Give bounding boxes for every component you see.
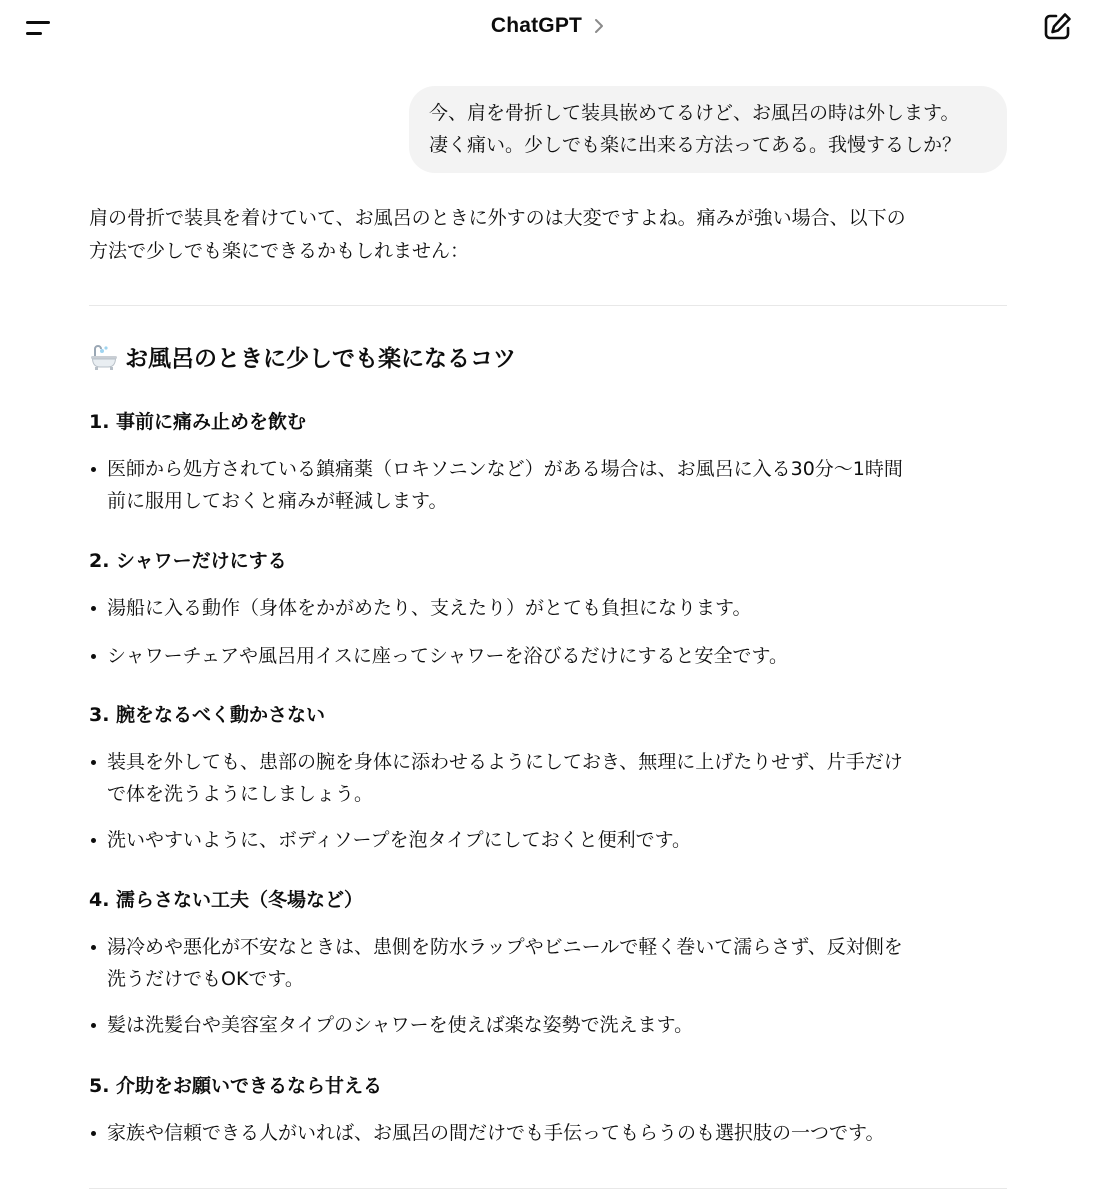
tip-title-2: 2. シャワーだけにする — [89, 550, 287, 572]
app-title: ChatGPT — [490, 14, 583, 37]
bullet-dot — [91, 654, 96, 659]
bullet-dot — [91, 1023, 96, 1028]
tip-title-1: 1. 事前に痛み止めを飲む — [89, 411, 307, 433]
list-item — [89, 1117, 1007, 1149]
bullet-dot — [91, 1131, 96, 1136]
new-chat-icon[interactable] — [1040, 10, 1074, 44]
list-item — [89, 931, 1007, 995]
bullet-dot — [91, 606, 96, 611]
intro-line: 肩の骨折で装具を着けていて、お風呂のときに外すのは大変ですよね。痛みが強い場合、以下の — [89, 207, 906, 229]
list-item-text: 医師から処方されている鎮痛薬（ロキソニンなど）がある場合は、お風呂に入る30分〜1時間 — [107, 458, 903, 480]
list-item-text: 髪は洗髪台や美容室タイプのシャワーを使えば楽な姿勢で洗えます。 — [107, 1014, 694, 1036]
list-item — [89, 640, 1007, 672]
list-item-text: 前に服用しておくと痛みが軽減します。 — [107, 490, 448, 512]
bullet-dot — [91, 760, 96, 765]
list-item — [89, 592, 1007, 624]
list-item-text: 装具を外しても、患部の腕を身体に添わせるようにしておき、無理に上げたりせず、片手だけ — [107, 751, 903, 773]
list-item-text: 洗うだけでもOKです。 — [107, 968, 304, 990]
list-item-text: 湯冷めや悪化が不安なときは、患側を防水ラップやビニールで軽く巻いて濡らさず、反対側を — [107, 936, 903, 958]
assistant-intro — [89, 202, 1007, 268]
section-divider — [89, 1188, 1007, 1189]
section-heading-text: お風呂のときに少しでも楽になるコツ — [125, 346, 516, 372]
intro-line: 方法で少しでも楽にできるかもしれません： — [89, 240, 470, 262]
bullet-dot — [91, 467, 96, 472]
list-item-text: シャワーチェアや風呂用イスに座ってシャワーを浴びるだけにすると安全です。 — [107, 645, 788, 667]
list-item-text: 湯船に入る動作（身体をかがめたり、支えたり）がとても負担になります。 — [107, 597, 752, 619]
tip-title-3: 3. 腕をなるべく動かさない — [89, 704, 326, 726]
bullet-dot — [91, 945, 96, 950]
section-divider — [89, 305, 1007, 306]
list-item-text: で体を洗うようにしましょう。 — [107, 783, 374, 805]
list-item — [89, 824, 1007, 856]
edit-icon — [1040, 10, 1074, 44]
list-item — [89, 453, 1007, 517]
tip-title-5: 5. 介助をお願いできるなら甘える — [89, 1075, 383, 1097]
user-message-bubble — [409, 86, 1007, 173]
chevron-right-icon — [593, 17, 605, 35]
list-item — [89, 1009, 1007, 1041]
list-item-text: 洗いやすいように、ボディソープを泡タイプにしておくと便利です。 — [107, 829, 692, 851]
top-bar — [0, 0, 1096, 56]
user-message-line: 今、肩を骨折して装具嵌めてるけど、お風呂の時は外します。 — [429, 102, 960, 124]
bullet-dot — [91, 838, 96, 843]
list-item — [89, 746, 1007, 810]
tip-title-4: 4. 濡らさない工夫（冬場など） — [89, 889, 364, 911]
user-message-line: 凄く痛い。少しでも楽に出来る方法ってある。我慢するしか？ — [429, 134, 962, 156]
section-heading — [89, 342, 1007, 376]
model-selector[interactable] — [0, 14, 1096, 38]
list-item-text: 家族や信頼できる人がいれば、お風呂の間だけでも手伝ってもらうのも選択肢の一つです。 — [107, 1122, 885, 1144]
bathtub-icon — [89, 343, 119, 371]
